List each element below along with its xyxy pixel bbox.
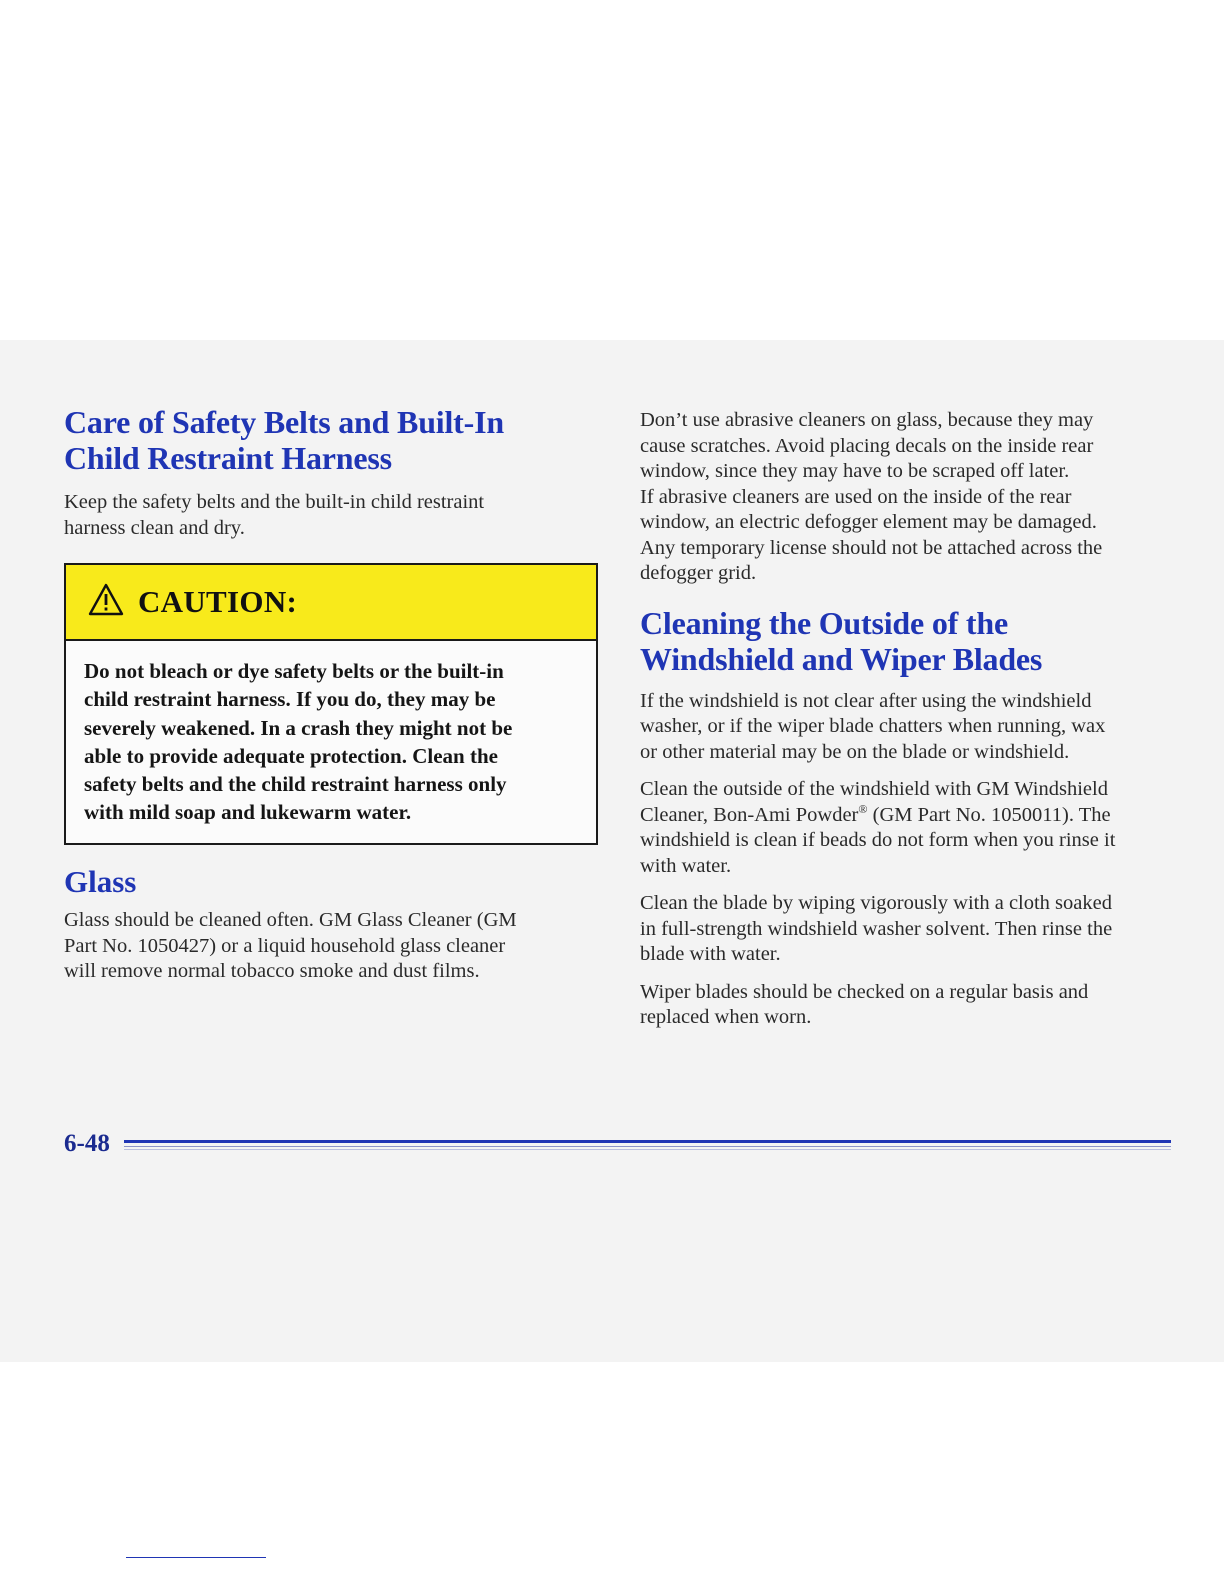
text-line: Wiper blades should be checked on a regular basis and — [640, 980, 1089, 1003]
text-line: or other material may be on the blade or windshield. — [640, 740, 1070, 763]
text-line: harness clean and dry. — [64, 516, 245, 539]
right-column — [640, 408, 1180, 1031]
text-line: replaced when worn. — [640, 1006, 812, 1028]
caution-line: able to provide adequate protection. Clean the — [84, 743, 498, 768]
text-line: window, since they may have to be scraped off later. — [640, 460, 1070, 482]
heading-line: Windshield and Wiper Blades — [640, 640, 1043, 677]
text-line: window, an electric defogger element may be damaged. — [640, 511, 1097, 533]
text-line: Don’t use abrasive cleaners on glass, because they may — [640, 409, 1094, 431]
caution-text — [66, 641, 596, 827]
text-line: will remove normal tobacco smoke and dust films. — [64, 960, 480, 982]
text-line: defogger grid. — [640, 562, 757, 584]
text-line: in full-strength windshield washer solvent. Then rinse the — [640, 917, 1113, 940]
caution-line: severely weakened. In a crash they might not be — [84, 715, 513, 740]
footer-rule — [124, 1139, 1171, 1151]
page-number: 6-48 — [64, 1130, 110, 1157]
text-line: If abrasive cleaners are used on the inside of the rear — [640, 485, 1072, 508]
caution-line: with mild soap and lukewarm water. — [84, 800, 412, 825]
text-line: Any temporary license should not be attached across the — [640, 536, 1103, 559]
windshield-paragraph-2 — [640, 777, 1180, 879]
glass-heading: Glass — [64, 864, 137, 899]
warning-triangle-icon — [88, 583, 124, 617]
safety-belts-heading — [64, 404, 604, 476]
text-line: Cleaner, Bon-Ami Powder — [640, 803, 859, 826]
wiper-check-paragraph — [640, 980, 1180, 1031]
glass-section — [64, 864, 604, 985]
caution-line: safety belts and the child restraint harness only — [84, 772, 507, 797]
text-line: Glass should be cleaned often. GM Glass Cleaner (GM — [64, 909, 517, 931]
text-line: cause scratches. Avoid placing decals on the inside rear — [640, 434, 1094, 457]
caution-line: child restraint harness. If you do, they may be — [84, 687, 496, 712]
text-line: blade with water. — [640, 943, 781, 965]
text-line: Clean the blade by wiping vigorously with a cloth soaked — [640, 892, 1112, 914]
safety-belts-intro — [64, 490, 604, 541]
text-line: If the windshield is not clear after using the windshield — [640, 689, 1092, 712]
abrasive-cleaners-paragraph — [640, 408, 1180, 587]
glass-paragraph — [64, 908, 604, 985]
caution-label: CAUTION: — [138, 584, 298, 619]
text-line: Part No. 1050427) or a liquid household glass cleaner — [64, 934, 506, 957]
left-column — [64, 404, 604, 541]
text-line: with water. — [640, 854, 732, 877]
windshield-paragraph-1 — [640, 689, 1180, 766]
text-line: washer, or if the wiper blade chatters when running, wax — [640, 715, 1106, 737]
text-line: Clean the outside of the windshield with GM Windshield — [640, 778, 1108, 800]
windshield-heading — [640, 605, 1180, 677]
wiper-clean-paragraph — [640, 891, 1180, 968]
caution-header — [66, 565, 596, 641]
heading-line: Care of Safety Belts and Built-In — [64, 404, 504, 440]
bottom-rule — [126, 1557, 266, 1558]
text-line: (GM Part No. 1050011). The — [867, 803, 1111, 826]
heading-line: Cleaning the Outside of the — [640, 604, 1008, 641]
text-line: Keep the safety belts and the built-in child restraint — [64, 491, 485, 513]
text-line: windshield is clean if beads do not form when you rinse it — [640, 829, 1116, 851]
heading-line: Child Restraint Harness — [64, 440, 392, 476]
caution-box — [64, 563, 598, 845]
caution-line: Do not bleach or dye safety belts or the built-in — [84, 659, 504, 683]
registered-mark: ® — [858, 801, 868, 816]
